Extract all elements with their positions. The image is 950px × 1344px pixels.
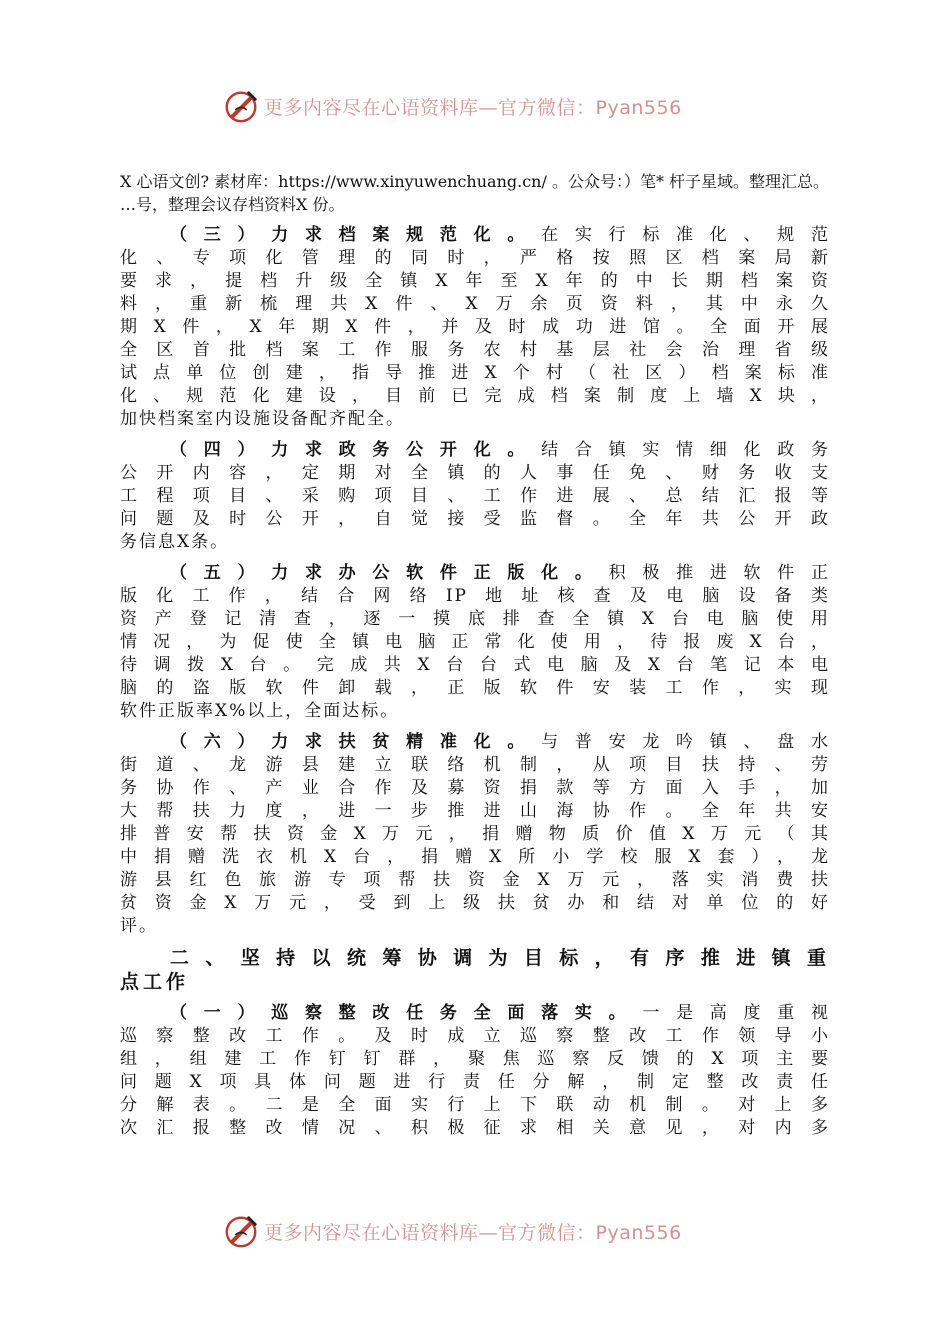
para-line: 问题X项具体问题进行责任分解，制定整改责任 bbox=[120, 1072, 830, 1092]
para-line: 要求，提档升级全镇X年至X年的中长期档案资 bbox=[120, 271, 830, 291]
para-line: 大帮扶力度，进一步推进山海协作。全年共安 bbox=[120, 801, 830, 821]
para-line: 脑的盗版软件卸载，正版软件安装工作，实现 bbox=[120, 678, 830, 698]
para-line: 全区首批档案工作服务农村基层社会治理省级 bbox=[120, 340, 830, 360]
intro-line-2: …号，整理会议存档资料X 份。 bbox=[120, 195, 345, 214]
para-line: 待调拨X台。完成共X台台式电脑及X台笔记本电 bbox=[120, 655, 830, 675]
header-banner bbox=[222, 86, 722, 126]
para-line: 街道、龙游县建立联络机制，从项目扶持、劳 bbox=[120, 755, 830, 775]
quill-logo-icon bbox=[222, 1212, 260, 1250]
para-line: 问题及时公开，自觉接受监督。全年共公开政 bbox=[120, 509, 830, 529]
para-line: 评。 bbox=[120, 916, 158, 936]
para-line: 软件正版率X%以上，全面达标。 bbox=[120, 701, 400, 721]
para-line: （六）力求扶贫精准化。与普安龙吟镇、盘水 bbox=[170, 732, 831, 752]
para-line: （三）力求档案规范化。在实行标准化、规范 bbox=[170, 225, 831, 245]
para-line: 巡察整改工作。及时成立巡察整改工作领导小 bbox=[120, 1026, 830, 1046]
para-line: 排普安帮扶资金X万元，捐赠物质价值X万元（其 bbox=[120, 824, 830, 844]
document-body bbox=[120, 170, 830, 1140]
section-heading: （四）力求政务公开化。 bbox=[170, 440, 542, 460]
para-line: 化、规范化建设，目前已完成档案制度上墙X块， bbox=[120, 386, 830, 406]
section-heading: （六）力求扶贫精准化。 bbox=[170, 732, 542, 752]
para-line: 游县红色旅游专项帮扶资金X万元，落实消费扶 bbox=[120, 870, 830, 890]
banner-text: 更多内容尽在心语资料库—官方微信：Pyan556 bbox=[264, 1221, 682, 1244]
para-line: （四）力求政务公开化。结合镇实情细化政务 bbox=[170, 440, 831, 460]
para-line: 试点单位创建，指导推进X个村（社区）档案标准 bbox=[120, 363, 830, 383]
para-line: 务信息X条。 bbox=[120, 532, 230, 552]
section-heading: （一）巡察整改任务全面落实。 bbox=[170, 1003, 643, 1023]
section-heading: （五）力求办公软件正版化。 bbox=[170, 563, 609, 583]
part-heading-cont: 点工作 bbox=[120, 971, 190, 993]
para-line: 版化工作，结合网络IP地址核查及电脑设备类 bbox=[120, 586, 830, 606]
para-line: 务协作、产业合作及募资捐款等方面入手，加 bbox=[120, 778, 830, 798]
para-line: 中捐赠洗衣机X台，捐赠X所小学校服X套），龙 bbox=[120, 847, 830, 867]
para-line: 工程项目、采购项目、工作进展、总结汇报等 bbox=[120, 486, 830, 506]
para-line: （一）巡察整改任务全面落实。一是高度重视 bbox=[170, 1003, 831, 1023]
banner-text: 更多内容尽在心语资料库—官方微信：Pyan556 bbox=[264, 96, 682, 119]
para-line: 期X件，X年期X件，并及时成功进馆。全面开展 bbox=[120, 317, 830, 337]
quill-logo-icon bbox=[222, 87, 260, 125]
intro-line-1: X 心语文创? 素材库：https://www.xinyuwenchuang.cn/ 。公众号：）笔* 杆子星域。整理汇总。 bbox=[120, 172, 830, 191]
para-line: 组，组建工作钉钉群，聚焦巡察反馈的X项主要 bbox=[120, 1049, 830, 1069]
para-line: 资产登记清查，逐一摸底排查全镇X台电脑使用 bbox=[120, 609, 830, 629]
para-line: （五）力求办公软件正版化。积极推进软件正 bbox=[170, 563, 831, 583]
para-line: 贫资金X万元，受到上级扶贫办和结对单位的好 bbox=[120, 893, 830, 913]
para-line: 次汇报整改情况、积极征求相关意见，对内多 bbox=[120, 1118, 830, 1138]
para-line: 公开内容，定期对全镇的人事任免、财务收支 bbox=[120, 463, 830, 483]
para-line: 分解表。二是全面实行上下联动机制。对上多 bbox=[120, 1095, 830, 1115]
para-line: 化、专项化管理的同时，严格按照区档案局新 bbox=[120, 248, 830, 268]
para-line: 加快档案室内设施设备配齐配全。 bbox=[120, 409, 405, 429]
section-heading: （三）力求档案规范化。 bbox=[170, 225, 542, 245]
para-line: 料，重新梳理共X件、X万余页资料，其中永久 bbox=[120, 294, 830, 314]
footer-banner bbox=[222, 1211, 722, 1251]
part-heading: 二、坚持以统筹协调为目标，有序推进镇重 bbox=[170, 947, 830, 969]
para-line: 情况，为促使全镇电脑正常化使用，待报废X台， bbox=[120, 632, 830, 652]
